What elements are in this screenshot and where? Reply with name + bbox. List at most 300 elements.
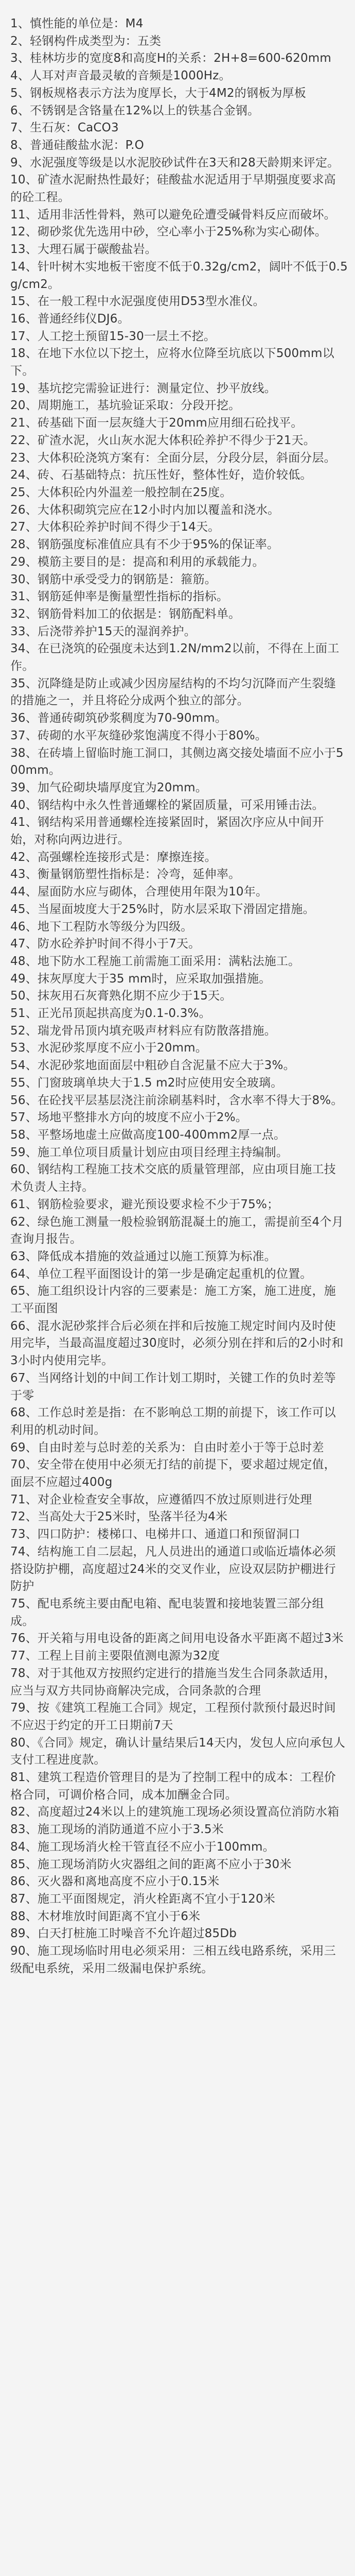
item-number: 82 [10,1805,26,1819]
item-separator: 、 [25,243,38,257]
item-text: 砖基础下面一层灰缝大于20mm应用细石砼找平。 [37,416,303,430]
item-separator: 、 [17,86,30,100]
item-separator: 、 [25,485,38,499]
item-separator: 、 [25,1892,38,1906]
item-text: 配电系统主要由配电箱、配电装置和接地装置三部分组成。 [10,1597,324,1628]
item-separator: 、 [25,920,38,934]
list-item [10,1144,348,1162]
list-item [10,172,348,206]
item-text: 防水砼养护时间不得小于7天。 [37,937,201,951]
item-text: 针叶树木实地板干密度不低于0.32g/cm2，阔叶不低于0.5g/cm2。 [10,260,348,291]
item-separator: 、 [25,1076,38,1090]
list-item [10,502,348,519]
item-number: 23 [10,451,26,465]
item-number: 3 [10,52,18,65]
list-item [10,797,348,815]
list-item [10,241,348,259]
list-item [10,1735,348,1769]
item-number: 61 [10,1197,26,1211]
item-number: 74 [10,1545,26,1558]
item-separator: 、 [25,1007,38,1021]
list-item [10,137,348,155]
item-number: 81 [10,1771,26,1785]
item-number: 34 [10,642,26,656]
item-separator: 、 [25,572,38,586]
item-text: 安全带在使用中必须无打结的前提下，要求超过规定值，面层不应超过400g [10,1458,336,1489]
item-separator: 、 [25,503,38,517]
item-text: 模筋主要目的是：提高和利用的承载能力。 [37,555,264,569]
item-separator: 、 [25,1805,38,1819]
item-text: 对企业检查安全事故，应遵循四不放过原则进行处理 [37,1493,312,1506]
item-number: 13 [10,243,26,257]
item-separator: 、 [25,1771,38,1785]
item-separator: 、 [25,885,38,899]
item-number: 44 [10,885,26,899]
list-item [10,103,348,120]
item-separator: 、 [25,1319,38,1333]
item-text: 高度超过24米以上的建筑施工现场必须设置高位消防水箱 [37,1805,340,1819]
item-separator: 、 [25,1493,38,1506]
item-separator: 、 [25,711,38,725]
item-text: 单位工程平面图设计的第一步是确定起重机的位置。 [37,1267,312,1281]
item-number: 6 [10,104,18,117]
item-text: 《合同》规定，确认计量结果后14天内，发包人应向承包人支付工程进度款。 [10,1736,346,1767]
list-item [10,1439,348,1457]
item-text: 正光吊顶起拱高度为0.1-0.3%。 [37,1007,211,1021]
item-separator: 、 [25,329,38,343]
list-item [10,415,348,432]
list-item [10,1057,348,1075]
item-text: 大体积砼浇筑方案有：全面分层，分段分层，斜面分层。 [37,451,336,465]
item-separator: 、 [25,1024,38,1038]
item-separator: 、 [25,1528,38,1541]
item-text: 场地平整排水方向的坡度不应小于2%。 [37,1111,247,1125]
item-text: 高强螺栓连接形式是：摩擦连接。 [37,850,217,864]
item-separator: 、 [17,17,30,30]
item-number: 7 [10,121,18,135]
item-text: 施工组织设计内容的三要素是：施工方案，施工进度，施工平面图 [10,1284,336,1316]
item-text: 慎性能的单位是：M4 [30,17,144,30]
item-number: 69 [10,1440,26,1454]
item-separator: 、 [17,156,30,170]
item-number: 54 [10,1059,26,1073]
list-item [10,1404,348,1439]
item-text: 对于其他双方按照约定进行的措施当发生合同条款适用，应当与双方共同协商解决完成，合同条款的合理 [10,1666,336,1698]
item-separator: 、 [25,781,38,794]
item-separator: 、 [25,1041,38,1055]
item-separator: 、 [25,1111,38,1125]
item-number: 27 [10,520,26,534]
list-item [10,1456,348,1491]
item-separator: 、 [25,1440,38,1454]
item-number: 21 [10,416,26,430]
list-item [10,397,348,415]
list-item [10,450,348,467]
item-number: 90 [10,1944,26,1958]
item-number: 47 [10,937,26,951]
item-text: 平整场地虚土应做高度100-400mm2厚一点。 [37,1128,286,1142]
list-item [10,936,348,953]
item-separator: 、 [25,1059,38,1073]
list-item [10,1665,348,1700]
item-number: 22 [10,433,26,447]
list-item [10,1769,348,1804]
item-text: 砌砂浆优先选用中砂，空心率小于25%称为实心砌体。 [37,225,327,239]
item-text: 大体积砌筑完应在12小时内加以覆盖和浇水。 [37,503,280,517]
item-separator: 、 [25,1823,38,1837]
list-item [10,1318,348,1370]
list-item [10,1544,348,1596]
item-separator: 、 [25,555,38,569]
item-text: 水泥强度等级是以水泥胶砂试件在3天和28天龄期来评定。 [30,156,340,170]
item-text: 施工现场消防火灾器组之间的距离不应小于30米 [37,1857,292,1871]
item-text: 普通硅酸盐水泥：P.O [30,138,144,152]
item-text: 桂林坊步的宽度8和高度H的关系：2H+8=600-620mm [30,52,331,65]
item-number: 53 [10,1041,26,1055]
item-text: 矿渣水泥，火山灰水泥大体积砼养护不得少于21天。 [37,433,315,447]
item-separator: 、 [25,590,38,604]
item-text: 衡量钢筋塑性指标是：冷弯，延伸率。 [37,868,241,882]
item-text: 工程上目前主要限值测电源为32度 [37,1649,220,1663]
list-item [10,1943,348,1977]
item-number: 12 [10,225,26,239]
item-text: 人耳对声音最灵敏的音频是1000Hz。 [30,69,231,83]
item-text: 四口防护：楼梯口、电梯井口、通道口和预留洞口 [37,1528,300,1541]
list-item [10,1630,348,1648]
list-item [10,779,348,797]
item-separator: 、 [25,1927,38,1941]
item-text: 基坑挖完需验证进行：测量定位、抄平放线。 [37,381,276,395]
item-text: 在已浇筑的砼强度未达到1.2N/mm2以前，不得在上面工作。 [10,642,340,673]
list-item [10,571,348,589]
item-number: 37 [10,728,26,742]
item-separator: 、 [25,850,38,864]
list-item [10,1266,348,1283]
item-number: 40 [10,798,26,812]
list-item [10,884,348,901]
item-separator: 、 [25,676,38,690]
list-item [10,971,348,988]
item-number: 46 [10,920,26,934]
item-text: 钢结构工程施工技术交底的质量管理部，应由项目施工技术负责人主持。 [10,1163,336,1194]
item-text: 周期施工，基坑验证采取：分段开挖。 [37,399,241,413]
item-separator: 、 [25,347,38,361]
item-separator: 、 [25,1944,38,1958]
list-item [10,120,348,137]
item-text: 在一般工程中水泥强度使用D53型水准仪。 [37,295,265,309]
item-separator: 、 [25,1145,38,1159]
item-number: 14 [10,260,26,274]
list-item [10,606,348,623]
list-item [10,1023,348,1040]
item-number: 65 [10,1284,26,1298]
item-number: 52 [10,1024,26,1038]
item-separator: 、 [25,798,38,812]
item-text: 钢筋延伸率是衡量塑性指标的指标。 [37,590,229,604]
item-separator: 、 [25,902,38,916]
item-number: 73 [10,1528,26,1541]
list-item [10,866,348,884]
item-number: 67 [10,1371,26,1385]
item-text: 当高处大于25米时，坠落半径为4米 [37,1510,228,1524]
item-separator: 、 [25,972,38,986]
item-text: 结构施工自二层起，凡人员进出的通道口或临近墙体必须搭设防护棚，高度超过24米的交叉作业，应设双层防护棚进行防护 [10,1545,336,1594]
item-text: 矿渣水泥耐热性最好；硅酸盐水泥适用于早期强度要求高的砼工程。 [10,173,336,205]
item-text: 适用非活性骨料，熟可以避免砼遭受碱骨料反应而破坏。 [37,208,336,222]
item-text: 大体积砼内外温差一般控制在25度。 [37,485,232,499]
item-number: 75 [10,1597,26,1611]
list-item [10,67,348,85]
item-separator: 、 [25,1736,38,1750]
list-item [10,1700,348,1734]
item-number: 2 [10,34,18,48]
item-separator: 、 [25,1649,38,1663]
item-text: 大理石属于碳酸盐岩。 [37,243,157,257]
list-item [10,1891,348,1908]
item-separator: 、 [25,1249,38,1263]
item-number: 76 [10,1632,26,1646]
item-number: 41 [10,816,26,829]
item-separator: 、 [25,225,38,239]
item-text: 施工平面图规定，消火栓距离不宜小于120米 [37,1892,275,1906]
item-number: 25 [10,485,26,499]
item-separator: 、 [17,104,30,117]
item-number: 87 [10,1892,26,1906]
item-text: 人工挖土预留15-30一层土不挖。 [37,329,216,343]
list-item [10,623,348,641]
item-number: 49 [10,972,26,986]
list-item [10,328,348,346]
item-text: 屋面防水应与砌体，合理使用年限为10年。 [37,885,268,899]
list-item [10,293,348,311]
item-text: 沉降缝是防止或减少因房屋结构的不均匀沉降而产生裂缝的措施之一，并且将砼分成两个独立的部分。 [10,676,336,708]
item-number: 39 [10,781,26,794]
item-number: 32 [10,607,26,621]
item-text: 灭火器和离地高度不应小于0.15米 [37,1875,220,1889]
item-number: 60 [10,1163,26,1177]
item-text: 当网络计划的中间工作计划工期时，关键工作的负时差等于零 [10,1371,336,1402]
item-number: 8 [10,138,18,152]
item-separator: 、 [25,607,38,621]
item-separator: 、 [25,624,38,638]
list-item [10,1127,348,1144]
item-separator: 、 [25,1458,38,1472]
list-item [10,1005,348,1023]
list-item [10,1804,348,1821]
list-item [10,536,348,554]
item-separator: 、 [25,468,38,482]
item-separator: 、 [25,399,38,413]
item-text: 抹灰厚度大于35 mm时，应采取加强措施。 [37,972,271,986]
item-number: 72 [10,1510,26,1524]
item-text: 白天打桩施工时噪音不允许超过85Db [37,1927,237,1941]
item-separator: 、 [25,1197,38,1211]
item-text: 加气砼砌块墙厚度宜为20mm。 [37,781,207,794]
item-text: 地下工程防水等级分为四级。 [37,920,193,934]
item-separator: 、 [25,816,38,829]
item-text: 轻钢构件成类型为：五类 [30,34,162,48]
item-text: 钢板规格表示方法为度厚长，大于4M2的钢板为厚板 [30,86,306,100]
item-number: 31 [10,590,26,604]
item-text: 水泥砂浆厚度不应小于20mm。 [37,1041,207,1055]
item-text: 施工现场临时用电必须采用：三相五线电路系统，采用三级配电系统，采用二级漏电保护系统。 [10,1944,336,1975]
item-number: 43 [10,868,26,882]
item-number: 42 [10,850,26,864]
item-text: 施工现场消火栓干管直径不应小于100mm。 [37,1840,275,1854]
item-number: 89 [10,1927,26,1941]
item-number: 15 [10,295,26,309]
list-item [10,1283,348,1317]
list-item [10,814,348,849]
item-separator: 、 [25,728,38,742]
item-text: 施工单位项目质量计划应由项目经理主持编制。 [37,1145,289,1159]
list-item [10,1161,348,1196]
item-text: 建筑工程造价管理目的是为了控制工程中的成本：工程价格合同，可调价格合同，成本加酬金合同。 [10,1771,336,1802]
list-item [10,207,348,224]
item-number: 33 [10,624,26,638]
list-item [10,1492,348,1509]
list-item [10,745,348,779]
item-number: 66 [10,1319,26,1333]
item-text: 在砼找平层基层浇注前涂刷基料时，含水率不得大于8%。 [37,1093,343,1107]
item-separator: 、 [25,1875,38,1889]
list-item [10,901,348,919]
list-item [10,988,348,1005]
item-separator: 、 [25,381,38,395]
item-number: 63 [10,1249,26,1263]
list-item [10,432,348,450]
list-item [10,33,348,50]
item-text: 钢筋检验要求，避光预设要求检不少于75%； [37,1197,279,1211]
list-item [10,380,348,398]
item-number: 55 [10,1076,26,1090]
list-item [10,727,348,745]
item-separator: 、 [25,1406,38,1420]
item-separator: 、 [25,954,38,968]
item-separator: 、 [25,260,38,274]
item-separator: 、 [25,1371,38,1385]
item-separator: 、 [25,1510,38,1524]
list-item [10,1109,348,1127]
item-text: 施工现场的消防通道不应小于3.5米 [37,1823,224,1837]
item-number: 45 [10,902,26,916]
item-number: 59 [10,1145,26,1159]
list-item [10,259,348,293]
list-item [10,1839,348,1856]
list-item [10,1526,348,1544]
item-number: 57 [10,1111,26,1125]
item-text: 工作总时差是指：在不影响总工期的前提下，该工作可以利用的机动时间。 [10,1406,336,1437]
item-text: 普通经纬仪DJ6。 [37,312,130,326]
item-separator: 、 [17,138,30,152]
item-text: 按《建筑工程施工合同》规定，工程预付款预付最迟时间不应迟于约定的开工日期前7天 [10,1701,336,1732]
item-number: 36 [10,711,26,725]
item-text: 钢结构采用普通螺栓连接紧固时，紧固次序应从中间开始，对称向两边进行。 [10,816,324,847]
list-item [10,484,348,502]
item-number: 38 [10,746,26,760]
item-text: 木材堆放时间距离不宜小于6米 [37,1909,201,1923]
item-text: 钢筋中承受受力的钢筋是：箍筋。 [37,572,217,586]
item-number: 4 [10,69,18,83]
item-separator: 、 [25,989,38,1003]
list-item [10,1248,348,1266]
list-item [10,1092,348,1110]
item-text: 水泥砂浆地面面层中粗砂自含泥量不应大于3%。 [37,1059,295,1073]
item-number: 19 [10,381,26,395]
item-text: 后浇带养护15天的湿润养护。 [37,624,196,638]
item-text: 抹灰用石灰膏熟化期不应少于15天。 [37,989,232,1003]
list-item [10,311,348,328]
item-number: 35 [10,676,26,690]
item-number: 10 [10,173,26,187]
list-item [10,1821,348,1839]
item-number: 64 [10,1267,26,1281]
item-number: 88 [10,1909,26,1923]
item-separator: 、 [25,312,38,326]
item-separator: 、 [25,1284,38,1298]
list-item [10,1873,348,1891]
item-separator: 、 [25,1701,38,1715]
list-item [10,224,348,241]
item-separator: 、 [25,868,38,882]
item-number: 11 [10,208,26,222]
item-number: 71 [10,1493,26,1506]
item-number: 9 [10,156,18,170]
list-item [10,849,348,867]
item-separator: 、 [25,1666,38,1680]
list-item [10,588,348,606]
item-separator: 、 [25,642,38,656]
item-separator: 、 [25,937,38,951]
item-number: 51 [10,1007,26,1021]
list-item [10,50,348,67]
item-number: 29 [10,555,26,569]
list-item [10,15,348,33]
item-text: 绿色施工测量一般检验钢筋混凝土的施工，需提前至4个月查询月报告。 [10,1215,344,1246]
item-separator: 、 [25,746,38,760]
item-separator: 、 [25,1909,38,1923]
item-number: 86 [10,1875,26,1889]
item-text: 砖、石基础特点：抗压性好，整体性好，造价较低。 [37,468,312,482]
list-item [10,345,348,380]
list-item [10,1075,348,1092]
item-separator: 、 [25,1163,38,1177]
list-item [10,1196,348,1214]
list-item [10,1509,348,1526]
item-separator: 、 [25,1093,38,1107]
list-item [10,1908,348,1926]
item-separator: 、 [25,538,38,552]
item-number: 79 [10,1701,26,1715]
list-item [10,1648,348,1665]
item-text: 门窗玻璃单块大于1.5 m2时应使用安全玻璃。 [37,1076,283,1090]
list-item [10,675,348,710]
list-item [10,467,348,484]
item-number: 16 [10,312,26,326]
item-number: 18 [10,347,26,361]
item-number: 26 [10,503,26,517]
list-item [10,953,348,971]
list-item [10,554,348,571]
list-item [10,710,348,727]
item-number: 50 [10,989,26,1003]
item-number: 80 [10,1736,26,1750]
list-item [10,640,348,675]
item-number: 68 [10,1406,26,1420]
item-text: 普通砖砌筑砂浆稠度为70-90mm。 [37,711,227,725]
item-text: 生石灰：CaCO3 [30,121,119,135]
item-text: 在地下水位以下挖土，应将水位降至坑底以下500mm以下。 [10,347,334,378]
